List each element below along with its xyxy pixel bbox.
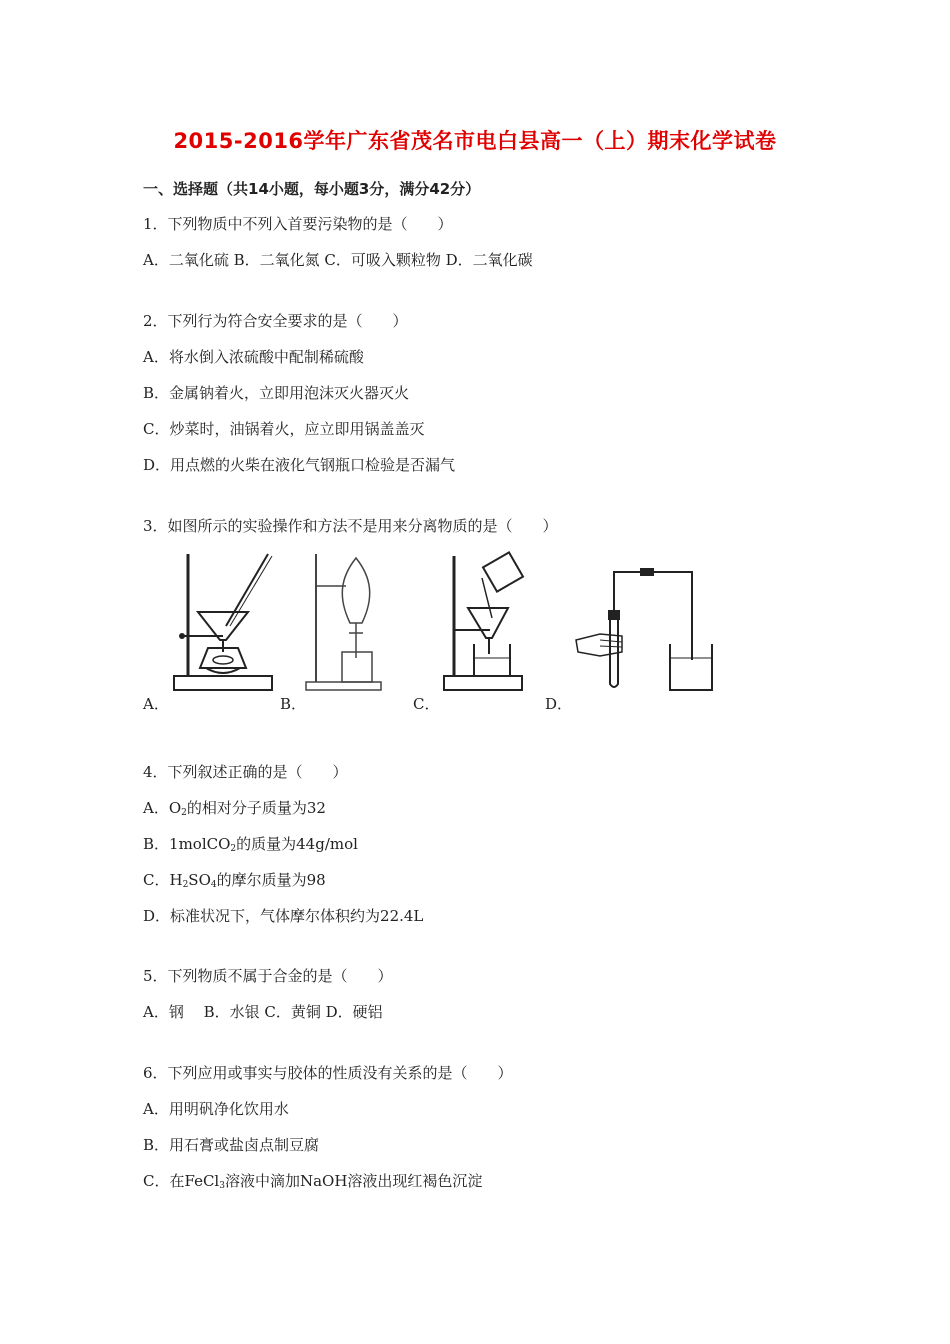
question-4-option-b: B．1molCO$_2$的质量为44g/mol xyxy=(143,835,358,854)
question-4-option-a: A．$O_2$的相对分子质量为32 xyxy=(143,799,326,818)
question-5-options: A．钢 B．水银 C．黄铜 D．硬铝 xyxy=(143,1003,383,1021)
question-2-stem: 2．下列行为符合安全要求的是（ ） xyxy=(143,312,408,330)
apparatus-d-figure xyxy=(570,548,720,698)
question-6-option-a: A．用明矾净化饮用水 xyxy=(143,1100,289,1118)
question-1-stem: 1．下列物质中不列入首要污染物的是（ ） xyxy=(143,215,453,233)
question-2-option-d: D．用点燃的火柴在液化气钢瓶口检验是否漏气 xyxy=(143,456,456,474)
question-2-option-a: A．将水倒入浓硫酸中配制稀硫酸 xyxy=(143,348,364,366)
page-title: 2015-2016学年广东省茂名市电白县高一（上）期末化学试卷 xyxy=(173,129,777,153)
apparatus-c-label: C． xyxy=(413,695,440,713)
question-5-stem: 5．下列物质不属于合金的是（ ） xyxy=(143,967,393,985)
question-6-option-c: C．在FeCl$_3$溶液中滴加NaOH溶液出现红褐色沉淀 xyxy=(143,1172,483,1191)
question-1-options: A．二氧化硫 B．二氧化氮 C．可吸入颗粒物 D．二氧化碳 xyxy=(143,251,533,269)
question-2-option-b: B．金属钠着火，立即用泡沫灭火器灭火 xyxy=(143,384,410,402)
apparatus-a-figure xyxy=(168,548,278,698)
apparatus-b-figure xyxy=(300,548,385,698)
question-4-option-d: D．标准状况下，气体摩尔体积约为22.4L xyxy=(143,907,424,925)
apparatus-d-label: D． xyxy=(545,695,573,713)
apparatus-a-label: A． xyxy=(143,695,169,713)
question-4-option-c: C．$H_2SO_4$的摩尔质量为98 xyxy=(143,871,326,890)
question-4-stem: 4．下列叙述正确的是（ ） xyxy=(143,763,348,781)
apparatus-b-label: B． xyxy=(280,695,307,713)
apparatus-c-figure xyxy=(438,548,528,698)
question-3-stem: 3．如图所示的实验操作和方法不是用来分离物质的是（ ） xyxy=(143,517,558,535)
question-6-stem: 6．下列应用或事实与胶体的性质没有关系的是（ ） xyxy=(143,1064,513,1082)
question-6-option-b: B．用石膏或盐卤点制豆腐 xyxy=(143,1136,320,1154)
question-2-option-c: C．炒菜时，油锅着火，应立即用锅盖盖灭 xyxy=(143,420,425,438)
section-heading: 一、选择题（共14小题，每小题3分，满分42分） xyxy=(143,180,481,198)
